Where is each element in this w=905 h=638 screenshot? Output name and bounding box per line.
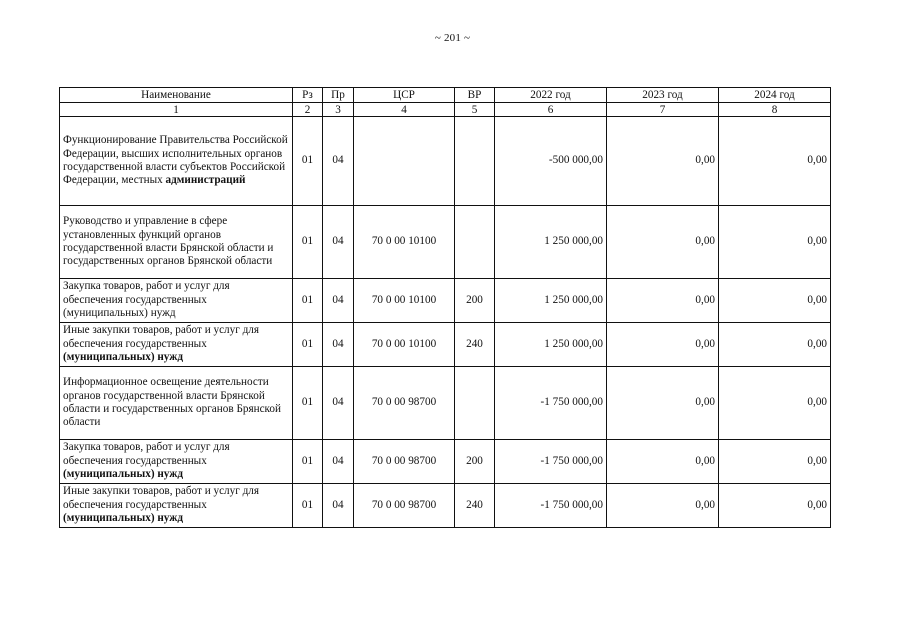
row-2022: -1 750 000,00 xyxy=(495,440,607,484)
column-number: 2 xyxy=(293,103,323,117)
row-2024: 0,00 xyxy=(719,323,831,367)
column-number: 3 xyxy=(323,103,354,117)
row-vr: 200 xyxy=(455,440,495,484)
row-rz: 01 xyxy=(293,206,323,279)
table-row xyxy=(60,484,831,528)
table-row xyxy=(60,323,831,367)
row-2022: 1 250 000,00 xyxy=(495,323,607,367)
column-number: 5 xyxy=(455,103,495,117)
row-name xyxy=(60,484,293,528)
row-2024: 0,00 xyxy=(719,367,831,440)
row-pr: 04 xyxy=(323,279,354,323)
header-2022: 2022 год xyxy=(495,88,607,103)
table-row xyxy=(60,206,831,279)
row-2023: 0,00 xyxy=(607,367,719,440)
row-name-text: Руководство и управление в сфере установленных функций органов государственной власти Брянской области и государственных органов Брянской области xyxy=(63,215,274,268)
row-vr xyxy=(455,367,495,440)
header-name: Наименование xyxy=(60,88,293,103)
row-2023: 0,00 xyxy=(607,484,719,528)
row-name xyxy=(60,279,293,323)
row-pr: 04 xyxy=(323,440,354,484)
budget-table xyxy=(59,87,831,528)
row-2023: 0,00 xyxy=(607,117,719,206)
row-name-bold: (муниципальных) нужд xyxy=(63,351,184,364)
row-vr: 200 xyxy=(455,279,495,323)
row-2023: 0,00 xyxy=(607,440,719,484)
row-csr: 70 0 00 98700 xyxy=(354,440,455,484)
row-2022: -500 000,00 xyxy=(495,117,607,206)
column-number: 7 xyxy=(607,103,719,117)
column-number: 4 xyxy=(354,103,455,117)
header-rz: Рз xyxy=(293,88,323,103)
page-number: ~ 201 ~ xyxy=(434,32,471,44)
row-2022: 1 250 000,00 xyxy=(495,279,607,323)
row-csr xyxy=(354,117,455,206)
row-2024: 0,00 xyxy=(719,117,831,206)
row-rz: 01 xyxy=(293,323,323,367)
row-rz: 01 xyxy=(293,117,323,206)
column-number: 8 xyxy=(719,103,831,117)
row-2024: 0,00 xyxy=(719,279,831,323)
row-name-bold: администраций xyxy=(165,174,246,187)
row-2024: 0,00 xyxy=(719,484,831,528)
row-csr: 70 0 00 98700 xyxy=(354,367,455,440)
row-rz: 01 xyxy=(293,279,323,323)
row-2022: 1 250 000,00 xyxy=(495,206,607,279)
row-name-bold: (муниципальных) нужд xyxy=(63,512,184,525)
table-row xyxy=(60,117,831,206)
header-2023: 2023 год xyxy=(607,88,719,103)
row-name-text: Информационное освещение деятельности органов государственной власти Брянской области и государственных органов Брянской области xyxy=(63,376,282,429)
row-2022: -1 750 000,00 xyxy=(495,484,607,528)
row-rz: 01 xyxy=(293,484,323,528)
table-row xyxy=(60,279,831,323)
row-name xyxy=(60,367,293,440)
table-row xyxy=(60,440,831,484)
row-2023: 0,00 xyxy=(607,323,719,367)
row-name-text: Функционирование Правительства Российской Федерации, высших исполнительных органов государственной власти субъектов Российской Федерации, местных xyxy=(63,134,288,187)
row-csr: 70 0 00 10100 xyxy=(354,279,455,323)
column-number: 1 xyxy=(60,103,293,117)
row-name xyxy=(60,440,293,484)
row-name-bold: (муниципальных) нужд xyxy=(63,468,184,481)
row-pr: 04 xyxy=(323,484,354,528)
row-name-text: Закупка товаров, работ и услуг для обеспечения государственных xyxy=(63,441,230,467)
row-vr: 240 xyxy=(455,484,495,528)
column-number-row xyxy=(60,103,831,117)
row-rz: 01 xyxy=(293,440,323,484)
row-vr xyxy=(455,117,495,206)
table-row xyxy=(60,367,831,440)
row-vr xyxy=(455,206,495,279)
row-csr: 70 0 00 98700 xyxy=(354,484,455,528)
row-pr: 04 xyxy=(323,206,354,279)
row-2023: 0,00 xyxy=(607,206,719,279)
row-rz: 01 xyxy=(293,367,323,440)
header-pr: Пр xyxy=(323,88,354,103)
column-number: 6 xyxy=(495,103,607,117)
header-row xyxy=(60,88,831,103)
header-csr: ЦСР xyxy=(354,88,455,103)
row-2023: 0,00 xyxy=(607,279,719,323)
header-2024: 2024 год xyxy=(719,88,831,103)
row-csr: 70 0 00 10100 xyxy=(354,323,455,367)
row-vr: 240 xyxy=(455,323,495,367)
row-name xyxy=(60,206,293,279)
row-2024: 0,00 xyxy=(719,206,831,279)
row-name-text: Иные закупки товаров, работ и услуг для обеспечения государственных xyxy=(63,324,260,350)
row-csr: 70 0 00 10100 xyxy=(354,206,455,279)
row-pr: 04 xyxy=(323,367,354,440)
row-name-text: Закупка товаров, работ и услуг для обеспечения государственных (муниципальных) нужд xyxy=(63,280,230,320)
header-vr: ВР xyxy=(455,88,495,103)
row-name xyxy=(60,117,293,206)
row-pr: 04 xyxy=(323,117,354,206)
row-pr: 04 xyxy=(323,323,354,367)
row-name-text: Иные закупки товаров, работ и услуг для обеспечения государственных xyxy=(63,485,260,511)
row-2022: -1 750 000,00 xyxy=(495,367,607,440)
row-2024: 0,00 xyxy=(719,440,831,484)
row-name xyxy=(60,323,293,367)
